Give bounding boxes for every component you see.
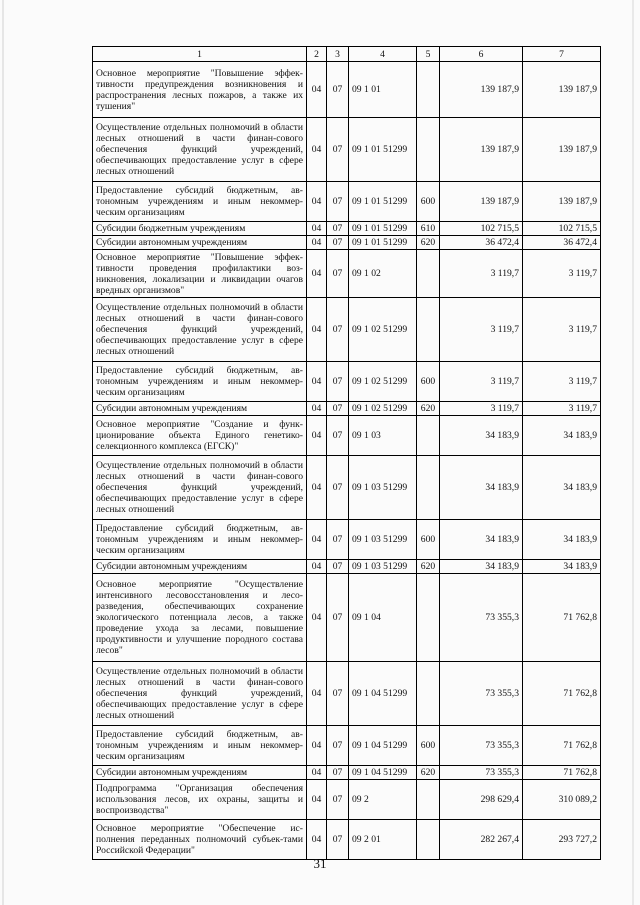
row-subsection-code: 07 bbox=[327, 402, 349, 416]
row-name: Осуществление отдельных полномочий в области лесных отношений в части финан-сового обеспечения функций учреждений, обеспечивающих предоставление услуг в сфере лесных отношений bbox=[93, 456, 307, 520]
row-name: Субсидии автономным учреждениям bbox=[93, 236, 307, 250]
row-section-code: 04 bbox=[307, 62, 327, 118]
row-section-code: 04 bbox=[307, 456, 327, 520]
table-row bbox=[93, 520, 601, 560]
row-target-article: 09 1 02 51299 bbox=[349, 298, 417, 362]
row-expense-type bbox=[417, 62, 440, 118]
row-expense-type: 600 bbox=[417, 726, 440, 766]
row-subsection-code: 07 bbox=[327, 574, 349, 662]
row-expense-type: 620 bbox=[417, 402, 440, 416]
table-row bbox=[93, 362, 601, 402]
row-subsection-code: 07 bbox=[327, 662, 349, 726]
row-amount-year1: 34 183,9 bbox=[440, 520, 523, 560]
row-target-article: 09 1 04 51299 bbox=[349, 766, 417, 780]
row-amount-year1: 3 119,7 bbox=[440, 298, 523, 362]
table-row bbox=[93, 298, 601, 362]
row-subsection-code: 07 bbox=[327, 416, 349, 456]
row-target-article: 09 1 01 51299 bbox=[349, 222, 417, 236]
row-expense-type bbox=[417, 298, 440, 362]
row-expense-type: 600 bbox=[417, 182, 440, 222]
row-target-article: 09 2 bbox=[349, 780, 417, 820]
column-header: 5 bbox=[417, 47, 440, 62]
budget-table bbox=[92, 46, 601, 860]
row-section-code: 04 bbox=[307, 182, 327, 222]
row-subsection-code: 07 bbox=[327, 250, 349, 298]
row-subsection-code: 07 bbox=[327, 236, 349, 250]
row-amount-year1: 73 355,3 bbox=[440, 574, 523, 662]
row-target-article: 09 1 03 bbox=[349, 416, 417, 456]
table-header-row bbox=[93, 47, 601, 62]
row-amount-year2: 3 119,7 bbox=[523, 362, 601, 402]
row-target-article: 09 1 01 51299 bbox=[349, 236, 417, 250]
table-row bbox=[93, 560, 601, 574]
row-amount-year2: 34 183,9 bbox=[523, 416, 601, 456]
table-row bbox=[93, 118, 601, 182]
row-subsection-code: 07 bbox=[327, 298, 349, 362]
column-header: 3 bbox=[327, 47, 349, 62]
row-amount-year2: 293 727,2 bbox=[523, 820, 601, 860]
row-name: Предоставление субсидий бюджетным, ав-тономным учреждениям и иным некоммер-ческим организациям bbox=[93, 182, 307, 222]
scan-edge-left bbox=[2, 0, 4, 905]
table-row bbox=[93, 250, 601, 298]
row-subsection-code: 07 bbox=[327, 766, 349, 780]
row-expense-type: 610 bbox=[417, 222, 440, 236]
row-amount-year1: 3 119,7 bbox=[440, 402, 523, 416]
row-name: Субсидии автономным учреждениям bbox=[93, 402, 307, 416]
row-expense-type bbox=[417, 118, 440, 182]
row-expense-type bbox=[417, 780, 440, 820]
row-section-code: 04 bbox=[307, 236, 327, 250]
row-amount-year2: 102 715,5 bbox=[523, 222, 601, 236]
table-row bbox=[93, 456, 601, 520]
row-amount-year2: 3 119,7 bbox=[523, 298, 601, 362]
row-name: Субсидии автономным учреждениям bbox=[93, 560, 307, 574]
row-expense-type: 620 bbox=[417, 766, 440, 780]
row-name: Основное мероприятие "Создание и функ-ционирование объекта Единого генетико-селекционного комплекса (ЕГСК)" bbox=[93, 416, 307, 456]
row-name: Подпрограмма "Организация обеспечения использования лесов, их охраны, защиты и воспроизводства" bbox=[93, 780, 307, 820]
scan-edge-right bbox=[632, 0, 634, 905]
row-expense-type bbox=[417, 662, 440, 726]
row-amount-year2: 3 119,7 bbox=[523, 250, 601, 298]
row-subsection-code: 07 bbox=[327, 222, 349, 236]
row-target-article: 09 1 03 51299 bbox=[349, 560, 417, 574]
row-name: Субсидии бюджетным учреждениям bbox=[93, 222, 307, 236]
row-section-code: 04 bbox=[307, 662, 327, 726]
row-amount-year2: 71 762,8 bbox=[523, 726, 601, 766]
row-section-code: 04 bbox=[307, 250, 327, 298]
row-expense-type: 620 bbox=[417, 560, 440, 574]
row-name: Осуществление отдельных полномочий в области лесных отношений в части финан-сового обеспечения функций учреждений, обеспечивающих предоставление услуг в сфере лесных отношений bbox=[93, 662, 307, 726]
row-subsection-code: 07 bbox=[327, 820, 349, 860]
row-target-article: 09 1 03 51299 bbox=[349, 520, 417, 560]
row-section-code: 04 bbox=[307, 298, 327, 362]
row-section-code: 04 bbox=[307, 402, 327, 416]
row-name: Предоставление субсидий бюджетным, ав-тономным учреждениям и иным некоммер-ческим организациям bbox=[93, 520, 307, 560]
row-expense-type: 620 bbox=[417, 236, 440, 250]
row-amount-year2: 34 183,9 bbox=[523, 520, 601, 560]
row-amount-year2: 71 762,8 bbox=[523, 766, 601, 780]
table-row bbox=[93, 820, 601, 860]
row-expense-type: 600 bbox=[417, 362, 440, 402]
column-header: 7 bbox=[523, 47, 601, 62]
row-section-code: 04 bbox=[307, 520, 327, 560]
row-amount-year1: 139 187,9 bbox=[440, 118, 523, 182]
column-header: 2 bbox=[307, 47, 327, 62]
row-section-code: 04 bbox=[307, 820, 327, 860]
row-amount-year1: 34 183,9 bbox=[440, 560, 523, 574]
table-row bbox=[93, 726, 601, 766]
row-name: Осуществление отдельных полномочий в области лесных отношений в части финан-сового обеспечения функций учреждений, обеспечивающих предоставление услуг в сфере лесных отношений bbox=[93, 298, 307, 362]
table-row bbox=[93, 236, 601, 250]
row-amount-year1: 73 355,3 bbox=[440, 726, 523, 766]
table-body bbox=[93, 47, 601, 860]
table-row bbox=[93, 780, 601, 820]
row-target-article: 09 1 02 51299 bbox=[349, 362, 417, 402]
row-name: Предоставление субсидий бюджетным, ав-тономным учреждениям и иным некоммер-ческим организациям bbox=[93, 726, 307, 766]
table-row bbox=[93, 574, 601, 662]
row-amount-year1: 36 472,4 bbox=[440, 236, 523, 250]
row-amount-year1: 3 119,7 bbox=[440, 362, 523, 402]
row-target-article: 09 1 04 51299 bbox=[349, 726, 417, 766]
row-expense-type bbox=[417, 820, 440, 860]
table-row bbox=[93, 766, 601, 780]
row-amount-year1: 298 629,4 bbox=[440, 780, 523, 820]
row-amount-year2: 310 089,2 bbox=[523, 780, 601, 820]
row-amount-year2: 34 183,9 bbox=[523, 456, 601, 520]
row-target-article: 09 1 01 bbox=[349, 62, 417, 118]
row-amount-year1: 139 187,9 bbox=[440, 62, 523, 118]
table-row bbox=[93, 416, 601, 456]
row-target-article: 09 1 01 51299 bbox=[349, 182, 417, 222]
row-expense-type: 600 bbox=[417, 520, 440, 560]
row-amount-year1: 73 355,3 bbox=[440, 662, 523, 726]
row-section-code: 04 bbox=[307, 416, 327, 456]
row-subsection-code: 07 bbox=[327, 456, 349, 520]
row-subsection-code: 07 bbox=[327, 62, 349, 118]
row-name: Субсидии автономным учреждениям bbox=[93, 766, 307, 780]
row-name: Основное мероприятие "Повышение эффек-тивности проведения профилактики воз-никновения, локализации и ликвидации очагов вредных организмов" bbox=[93, 250, 307, 298]
row-amount-year2: 71 762,8 bbox=[523, 662, 601, 726]
row-amount-year2: 139 187,9 bbox=[523, 182, 601, 222]
row-amount-year2: 3 119,7 bbox=[523, 402, 601, 416]
row-section-code: 04 bbox=[307, 560, 327, 574]
column-header: 1 bbox=[93, 47, 307, 62]
row-expense-type bbox=[417, 574, 440, 662]
row-target-article: 09 1 03 51299 bbox=[349, 456, 417, 520]
row-subsection-code: 07 bbox=[327, 362, 349, 402]
row-amount-year1: 34 183,9 bbox=[440, 416, 523, 456]
row-amount-year2: 34 183,9 bbox=[523, 560, 601, 574]
row-section-code: 04 bbox=[307, 362, 327, 402]
table-row bbox=[93, 222, 601, 236]
row-name: Осуществление отдельных полномочий в области лесных отношений в части финан-сового обеспечения функций учреждений, обеспечивающих предоставление услуг в сфере лесных отношений bbox=[93, 118, 307, 182]
row-amount-year2: 139 187,9 bbox=[523, 118, 601, 182]
column-header: 6 bbox=[440, 47, 523, 62]
row-subsection-code: 07 bbox=[327, 780, 349, 820]
row-amount-year2: 71 762,8 bbox=[523, 574, 601, 662]
row-name: Предоставление субсидий бюджетным, ав-тономным учреждениям и иным некоммер-ческим организациям bbox=[93, 362, 307, 402]
row-amount-year2: 139 187,9 bbox=[523, 62, 601, 118]
page-number: 31 bbox=[313, 856, 327, 871]
row-amount-year1: 282 267,4 bbox=[440, 820, 523, 860]
table-row bbox=[93, 182, 601, 222]
table-row bbox=[93, 62, 601, 118]
row-amount-year1: 34 183,9 bbox=[440, 456, 523, 520]
row-subsection-code: 07 bbox=[327, 118, 349, 182]
row-section-code: 04 bbox=[307, 574, 327, 662]
row-amount-year2: 36 472,4 bbox=[523, 236, 601, 250]
row-target-article: 09 1 02 51299 bbox=[349, 402, 417, 416]
row-section-code: 04 bbox=[307, 222, 327, 236]
row-section-code: 04 bbox=[307, 766, 327, 780]
row-name: Основное мероприятие "Обеспечение ис-полнения переданных полномочий субъек-тами Российской Федерации" bbox=[93, 820, 307, 860]
row-expense-type bbox=[417, 456, 440, 520]
row-amount-year1: 102 715,5 bbox=[440, 222, 523, 236]
table-row bbox=[93, 662, 601, 726]
column-header: 4 bbox=[349, 47, 417, 62]
row-subsection-code: 07 bbox=[327, 726, 349, 766]
row-target-article: 09 2 01 bbox=[349, 820, 417, 860]
row-amount-year1: 3 119,7 bbox=[440, 250, 523, 298]
row-amount-year1: 139 187,9 bbox=[440, 182, 523, 222]
row-expense-type bbox=[417, 416, 440, 456]
row-name: Основное мероприятие "Осуществление интенсивного лесовосстановления и лесо-разведения, обеспечивающих сохранение экологического потенциала лесов, а также проведение ухода за лесами, повышение продуктивности и улучшение породного состава лесов" bbox=[93, 574, 307, 662]
row-subsection-code: 07 bbox=[327, 182, 349, 222]
row-section-code: 04 bbox=[307, 726, 327, 766]
row-subsection-code: 07 bbox=[327, 560, 349, 574]
row-target-article: 09 1 04 51299 bbox=[349, 662, 417, 726]
row-target-article: 09 1 02 bbox=[349, 250, 417, 298]
table-row bbox=[93, 402, 601, 416]
row-section-code: 04 bbox=[307, 118, 327, 182]
row-target-article: 09 1 04 bbox=[349, 574, 417, 662]
row-expense-type bbox=[417, 250, 440, 298]
row-subsection-code: 07 bbox=[327, 520, 349, 560]
row-section-code: 04 bbox=[307, 780, 327, 820]
row-target-article: 09 1 01 51299 bbox=[349, 118, 417, 182]
row-amount-year1: 73 355,3 bbox=[440, 766, 523, 780]
row-name: Основное мероприятие "Повышение эффек-тивности предупреждения возникновения и распространения лесных пожаров, а также их тушения" bbox=[93, 62, 307, 118]
